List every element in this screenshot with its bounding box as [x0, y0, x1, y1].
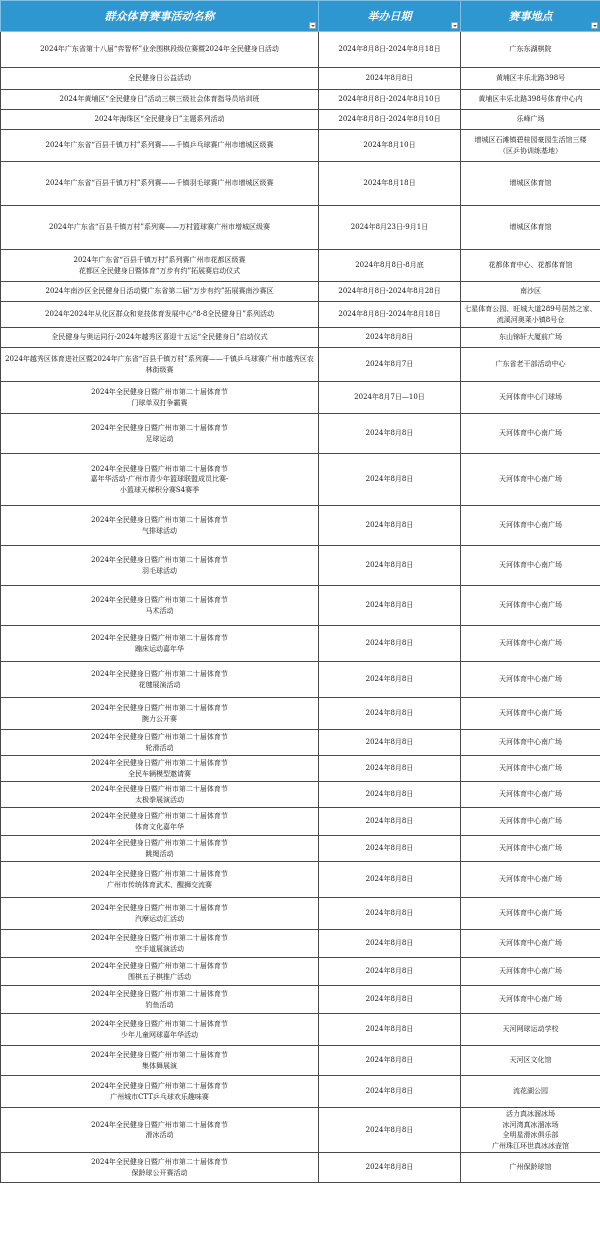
event-date-cell: 2024年8月8日: [319, 1014, 461, 1046]
header-row: [1, 1, 600, 32]
table-row: [1, 1014, 600, 1046]
event-date-cell: 2024年8月8日: [319, 930, 461, 958]
event-date-cell: 2024年8月8日: [319, 1046, 461, 1076]
event-name-cell: 2024年全民健身日暨广州市第二十届体育节 保龄球公开赛活动: [1, 1153, 319, 1183]
table-row: [1, 328, 600, 348]
table-row: [1, 282, 600, 302]
event-venue-cell: 南沙区: [461, 282, 600, 302]
table-row: [1, 986, 600, 1014]
table-row: [1, 586, 600, 626]
event-venue-cell: 天河体育中心南广场: [461, 756, 600, 782]
event-venue-cell: 天河体育中心门球场: [461, 382, 600, 414]
table-row: [1, 626, 600, 662]
event-date-cell: 2024年8月8日-2024年8月18日: [319, 302, 461, 328]
event-name-cell: 2024年全民健身日暨广州市第二十届体育节 嘉年华活动-广州市青少年篮球联盟成员比赛- 小篮球天梯积分赛S4赛季: [1, 454, 319, 506]
event-name-cell: 2024年全民健身日暨广州市第二十届体育节 广州城市CTT乒乓球欢乐趣味赛: [1, 1076, 319, 1108]
event-venue-cell: 乐峰广场: [461, 110, 600, 130]
table-row: [1, 110, 600, 130]
table-row: [1, 32, 600, 68]
event-name-cell: 2024年海珠区“全民健身日”主题系列活动: [1, 110, 319, 130]
header-date[interactable]: [319, 1, 461, 32]
table-row: [1, 898, 600, 930]
event-name-cell: 2024年全民健身日暨广州市第二十届体育节 足球运动: [1, 414, 319, 454]
table-row: [1, 756, 600, 782]
event-name-cell: 2024年黄埔区“全民健身日”活动三棋三级社会体育指导员培训班: [1, 90, 319, 110]
event-date-cell: 2024年8月8日: [319, 862, 461, 898]
table-row: [1, 836, 600, 862]
table-row: [1, 730, 600, 756]
event-venue-cell: 天河体育中心南广场: [461, 782, 600, 808]
event-venue-cell: 天河体育中心南广场: [461, 546, 600, 586]
event-venue-cell: 增城区体育馆: [461, 162, 600, 206]
header-date-label: 举办日期: [367, 10, 412, 23]
event-name-cell: 2024年全民健身日暨广州市第二十届体育节 滑冰活动: [1, 1108, 319, 1153]
table-row: [1, 250, 600, 282]
filter-dropdown-icon[interactable]: [591, 22, 598, 29]
event-venue-cell: 七星体育公园、旺城大道289号居然之家、流溪河奥莱小镇8号仓: [461, 302, 600, 328]
table-row: [1, 506, 600, 546]
event-venue-cell: 天河体育中心南广场: [461, 698, 600, 730]
event-venue-cell: 天河体育中心南广场: [461, 586, 600, 626]
event-name-cell: 2024年南沙区全民健身日活动暨广东省第二届“万步有约”拓展赛南沙赛区: [1, 282, 319, 302]
event-venue-cell: 天河区文化馆: [461, 1046, 600, 1076]
event-venue-cell: 天河体育中心南广场: [461, 626, 600, 662]
event-date-cell: 2024年8月18日: [319, 162, 461, 206]
event-name-cell: 2024年全民健身日暨广州市第二十届体育节 羽毛球活动: [1, 546, 319, 586]
table-row: [1, 348, 600, 382]
table-row: [1, 206, 600, 250]
event-name-cell: 2024年全民健身日暨广州市第二十届体育节 空手道展演活动: [1, 930, 319, 958]
event-venue-cell: 花都体育中心、花都体育馆: [461, 250, 600, 282]
event-date-cell: 2024年8月8日: [319, 328, 461, 348]
event-name-cell: 全民健身与奥运同行-2024年越秀区喜迎十五运“全民健身日”启动仪式: [1, 328, 319, 348]
event-date-cell: 2024年8月8日: [319, 808, 461, 836]
event-venue-cell: 天河体育中心南广场: [461, 958, 600, 986]
event-name-cell: 2024年全民健身日暨广州市第二十届体育节 钓鱼活动: [1, 986, 319, 1014]
event-venue-cell: 天河体育中心南广场: [461, 730, 600, 756]
event-name-cell: 2024年广东省“百县千镇万村”系列赛——千镇乒乓球赛广州市增城区级赛: [1, 130, 319, 162]
event-venue-cell: 天河网球运动学校: [461, 1014, 600, 1046]
event-name-cell: 全民健身日公益活动: [1, 68, 319, 90]
event-venue-cell: 天河体育中心南广场: [461, 506, 600, 546]
event-date-cell: 2024年8月8日: [319, 730, 461, 756]
header-venue-label: 赛事地点: [508, 10, 553, 23]
table-row: [1, 808, 600, 836]
event-venue-cell: 黄埔区丰乐北路398号体育中心内: [461, 90, 600, 110]
event-name-cell: 2024年全民健身日暨广州市第二十届体育节 跳绳活动: [1, 836, 319, 862]
event-date-cell: 2024年8月8日: [319, 958, 461, 986]
table-row: [1, 1076, 600, 1108]
filter-dropdown-icon[interactable]: [309, 22, 316, 29]
event-venue-cell: 天河体育中心南广场: [461, 414, 600, 454]
table-row: [1, 930, 600, 958]
event-date-cell: 2024年8月8日: [319, 68, 461, 90]
event-date-cell: 2024年8月8日-2024年8月28日: [319, 282, 461, 302]
event-venue-cell: 天河体育中心南广场: [461, 662, 600, 698]
event-name-cell: 2024年广东省第十八届“弈智杯”业余围棋段级位赛暨2024年全民健身日活动: [1, 32, 319, 68]
table-row: [1, 382, 600, 414]
event-name-cell: 2024年越秀区体育进社区暨2024年广东省“百县千镇万村”系列赛——千镇乒乓球赛广州市越秀区农林街级赛: [1, 348, 319, 382]
event-date-cell: 2024年8月8日: [319, 898, 461, 930]
event-date-cell: 2024年8月23日-9月1日: [319, 206, 461, 250]
table-row: [1, 1153, 600, 1183]
event-date-cell: 2024年8月8日: [319, 986, 461, 1014]
event-name-cell: 2024年全民健身日暨广州市第二十届体育节 围棋五子棋推广活动: [1, 958, 319, 986]
event-name-cell: 2024年全民健身日暨广州市第二十届体育节 体育文化嘉年华: [1, 808, 319, 836]
event-name-cell: 2024年全民健身日暨广州市第二十届体育节 花毽展演活动: [1, 662, 319, 698]
event-date-cell: 2024年8月8日: [319, 414, 461, 454]
event-name-cell: 2024年全民健身日暨广州市第二十届体育节 全民车辆模型邀请赛: [1, 756, 319, 782]
event-date-cell: 2024年8月8日: [319, 454, 461, 506]
header-event-name-label: 群众体育赛事活动名称: [104, 10, 215, 23]
event-date-cell: 2024年8月8日: [319, 662, 461, 698]
event-date-cell: 2024年8月8日: [319, 586, 461, 626]
event-date-cell: 2024年8月8日: [319, 626, 461, 662]
event-name-cell: 2024年广东省“百县千镇万村”系列赛——千镇羽毛球赛广州市增城区级赛: [1, 162, 319, 206]
table-row: [1, 782, 600, 808]
header-venue[interactable]: [461, 1, 600, 32]
event-date-cell: 2024年8月8日: [319, 1108, 461, 1153]
event-date-cell: 2024年8月8日: [319, 698, 461, 730]
event-venue-cell: 广东东湖棋院: [461, 32, 600, 68]
event-venue-cell: 黄埔区丰乐北路398号: [461, 68, 600, 90]
event-venue-cell: 增城区石滩镇碧桂园豪园生活馆三楼 （区乒协训练基地）: [461, 130, 600, 162]
event-venue-cell: 天河体育中心南广场: [461, 930, 600, 958]
event-venue-cell: 天河体育中心南广场: [461, 836, 600, 862]
event-date-cell: 2024年8月8日: [319, 782, 461, 808]
table-row: [1, 1046, 600, 1076]
table-row: [1, 90, 600, 110]
event-name-cell: 2024年全民健身日暨广州市第二十届体育节 集体舞展演: [1, 1046, 319, 1076]
event-date-cell: 2024年8月8日: [319, 506, 461, 546]
table-row: [1, 958, 600, 986]
event-date-cell: 2024年8月7日—10日: [319, 382, 461, 414]
filter-dropdown-icon[interactable]: [451, 22, 458, 29]
event-venue-cell: 天河体育中心南广场: [461, 862, 600, 898]
event-name-cell: 2024年全民健身日暨广州市第二十届体育节 太极拳展演活动: [1, 782, 319, 808]
event-date-cell: 2024年8月8日: [319, 546, 461, 586]
event-date-cell: 2024年8月8日-8月底: [319, 250, 461, 282]
event-venue-cell: 天河体育中心南广场: [461, 454, 600, 506]
event-venue-cell: 流花湖公园: [461, 1076, 600, 1108]
event-venue-cell: 广州保龄球馆: [461, 1153, 600, 1183]
event-name-cell: 2024年2024年从化区群众和竞技体育发展中心“8·8全民健身日”系列活动: [1, 302, 319, 328]
event-venue-cell: 广东省老干部活动中心: [461, 348, 600, 382]
table-row: [1, 454, 600, 506]
table-row: [1, 414, 600, 454]
table-row: [1, 698, 600, 730]
event-name-cell: 2024年广东省“百县千镇万村”系列赛广州市花都区级赛 花都区全民健身日暨体育“万步有约”拓展赛启动仪式: [1, 250, 319, 282]
event-venue-cell: 增城区体育馆: [461, 206, 600, 250]
event-date-cell: 2024年8月8日: [319, 1153, 461, 1183]
event-venue-cell: 天河体育中心南广场: [461, 986, 600, 1014]
table-row: [1, 68, 600, 90]
table-row: [1, 130, 600, 162]
table-row: [1, 546, 600, 586]
event-name-cell: 2024年全民健身日暨广州市第二十届体育节 汽摩运动汇活动: [1, 898, 319, 930]
header-event-name[interactable]: [1, 1, 319, 32]
event-name-cell: 2024年全民健身日暨广州市第二十届体育节 广州市传统体育武术、醒狮交流赛: [1, 862, 319, 898]
event-date-cell: 2024年8月8日: [319, 756, 461, 782]
event-venue-cell: 活力真冰溜冰场 冰河湾真冰溜冰场 全明星滑冰俱乐部 广州珠江环世真冰冰壶馆: [461, 1108, 600, 1153]
event-date-cell: 2024年8月7日: [319, 348, 461, 382]
event-name-cell: 2024年全民健身日暨广州市第二十届体育节 少年儿童网球嘉年华活动: [1, 1014, 319, 1046]
event-name-cell: 2024年全民健身日暨广州市第二十届体育节 腕力公开赛: [1, 698, 319, 730]
table-row: [1, 862, 600, 898]
event-name-cell: 2024年全民健身日暨广州市第二十届体育节 马术活动: [1, 586, 319, 626]
event-venue-cell: 天河体育中心南广场: [461, 898, 600, 930]
event-name-cell: 2024年全民健身日暨广州市第二十届体育节 门球单双打争霸赛: [1, 382, 319, 414]
event-name-cell: 2024年广东省“百县千镇万村”系列赛——万村篮球赛广州市增城区级赛: [1, 206, 319, 250]
event-date-cell: 2024年8月8日: [319, 1076, 461, 1108]
table-row: [1, 162, 600, 206]
event-name-cell: 2024年全民健身日暨广州市第二十届体育节 蹦床运动嘉年华: [1, 626, 319, 662]
event-venue-cell: 东山锦轩大厦前广场: [461, 328, 600, 348]
event-name-cell: 2024年全民健身日暨广州市第二十届体育节 气排球活动: [1, 506, 319, 546]
table-row: [1, 302, 600, 328]
event-date-cell: 2024年8月8日: [319, 836, 461, 862]
event-date-cell: 2024年8月8日-2024年8月18日: [319, 32, 461, 68]
event-date-cell: 2024年8月10日: [319, 130, 461, 162]
table-row: [1, 662, 600, 698]
event-venue-cell: 天河体育中心南广场: [461, 808, 600, 836]
event-date-cell: 2024年8月8日-2024年8月10日: [319, 90, 461, 110]
event-date-cell: 2024年8月8日-2024年8月10日: [319, 110, 461, 130]
table-row: [1, 1108, 600, 1153]
table-body: [1, 32, 600, 1183]
event-name-cell: 2024年全民健身日暨广州市第二十届体育节 轮滑活动: [1, 730, 319, 756]
